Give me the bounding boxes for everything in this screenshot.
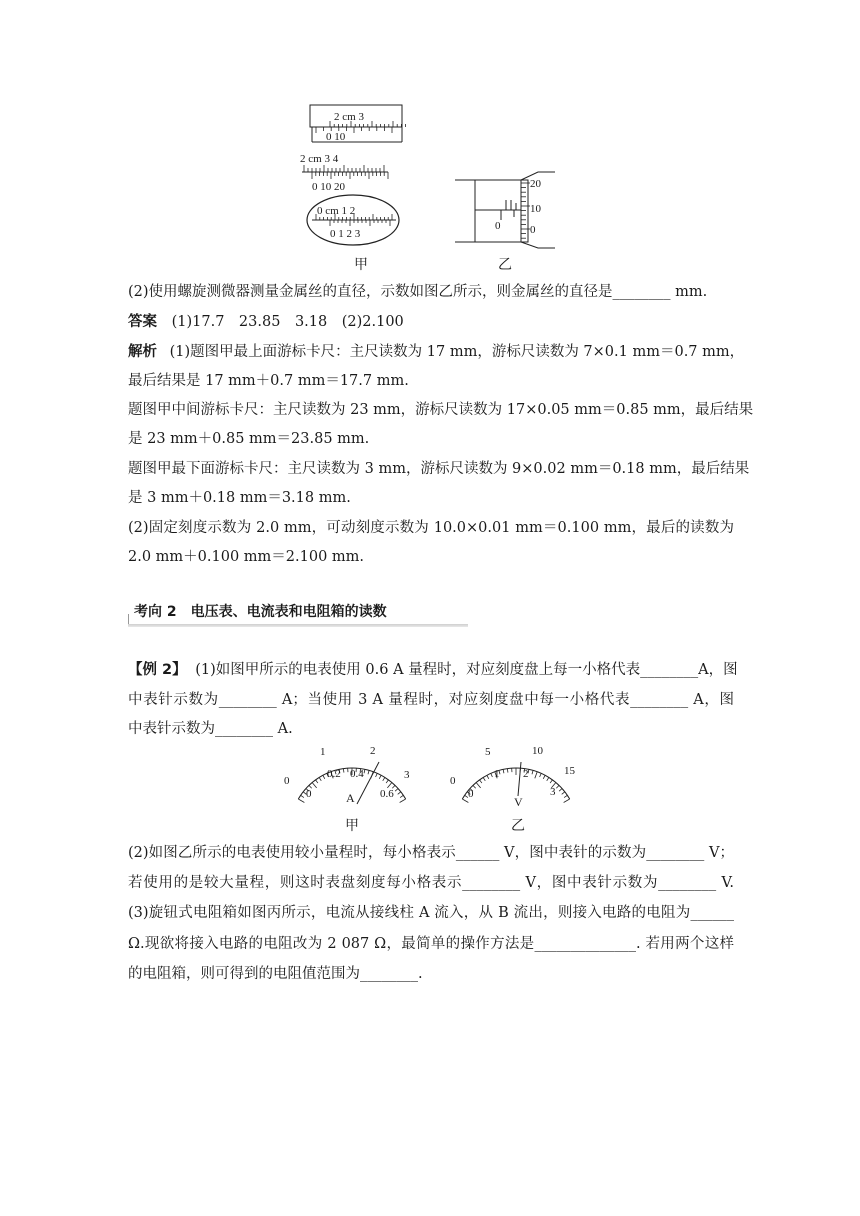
- ammeter-inner-0.6: 0.6: [380, 788, 394, 800]
- voltmeter-tick: [503, 769, 504, 773]
- voltmeter-tick: [543, 775, 545, 779]
- caliper2-main-label: 2 cm 3 4: [300, 153, 339, 165]
- voltmeter-tick: [480, 780, 482, 783]
- ammeter-unit: A: [346, 791, 355, 805]
- voltmeter-tick: [564, 795, 567, 797]
- voltmeter-inner-2: 2: [523, 768, 529, 780]
- ammeter-tick: [398, 792, 401, 794]
- voltmeter-tick: [476, 783, 480, 788]
- ammeter-outer-0: 0: [284, 775, 290, 787]
- analysis-line-5: 题图甲最下面游标卡尺：主尺读数为 3 mm，游标尺读数为 9×0.02 mm＝0.18 mm，最后结果: [128, 461, 750, 477]
- section-heading: [128, 600, 468, 624]
- voltmeter-tick: [540, 773, 542, 777]
- caliper2-vernier-label: 0 10 20: [312, 181, 345, 193]
- figure-label-jia: 甲: [354, 257, 368, 273]
- question-2-text: (2)使用螺旋测微器测量金属丝的直径，示数如图乙所示，则金属丝的直径是________ mm.: [128, 284, 708, 300]
- example-line-6: (3)旋钮式电阻箱如图丙所示，电流从接线柱 A 流入，从 B 流出，则接入电路的电阻为______: [128, 905, 734, 921]
- thimble-label-20: 20: [530, 178, 541, 190]
- meters-figure: [280, 740, 590, 835]
- ammeter-outer-1: 1: [320, 746, 326, 758]
- ammeter-tick: [298, 799, 304, 803]
- ammeter-tick: [319, 777, 321, 780]
- ammeter-tick: [376, 773, 378, 777]
- analysis-line-4: 是 23 mm＋0.85 mm＝23.85 mm.: [128, 431, 370, 447]
- analysis-line-7: (2)固定刻度示数为 2.0 mm，可动刻度示数为 10.0×0.01 mm＝0.100 mm，最后的读数为: [128, 520, 734, 536]
- section-title: 考向 2 电压表、电流表和电阻箱的读数: [134, 604, 387, 620]
- example-line-4: (2)如图乙所示的电表使用较小量程时，每小格表示______ V，图中表针的示数为________ V；: [128, 845, 734, 861]
- ammeter-tick: [395, 789, 398, 792]
- analysis-line-6: 是 3 mm＋0.18 mm＝3.18 mm.: [128, 490, 351, 506]
- voltmeter-needle: [518, 762, 521, 796]
- caliper1-main-label: 2 cm 3: [334, 111, 364, 123]
- voltmeter-outer-10: 10: [532, 745, 543, 757]
- answer-text: (1)17.7 23.85 3.18 (2)2.100: [171, 314, 404, 330]
- ammeter-tick: [386, 780, 388, 783]
- voltmeter-tick: [483, 777, 485, 780]
- analysis-line-2: 最后结果是 17 mm＋0.7 mm＝17.7 mm.: [128, 373, 409, 389]
- voltmeter-dial: [450, 745, 576, 809]
- example-line-7: Ω.现欲将接入电路的电阻改为 2 087 Ω，最简单的操作方法是______________. 若用两个这样: [128, 936, 734, 952]
- voltmeter-tick: [547, 777, 549, 780]
- voltmeter-outer-0: 0: [450, 775, 456, 787]
- voltmeter-inner-3: 3: [550, 786, 556, 798]
- ammeter-tick: [316, 780, 318, 783]
- voltmeter-inner-0: 0: [468, 788, 474, 800]
- ammeter-tick: [343, 769, 344, 773]
- voltmeter-tick: [562, 792, 565, 794]
- caliper1-vernier-label: 0 10: [326, 131, 346, 143]
- vernier-caliper-bottom: [307, 195, 399, 245]
- voltmeter-outer-5: 5: [485, 746, 491, 758]
- example-line-8: 的电阻箱，则可得到的电阻值范围为________.: [128, 966, 423, 982]
- voltmeter-inner-1: 1: [494, 768, 500, 780]
- ammeter-tick: [323, 775, 325, 779]
- ammeter-tick: [379, 775, 381, 779]
- voltmeter-tick: [491, 773, 493, 777]
- analysis-line-3: 题图甲中间游标卡尺：主尺读数为 23 mm，游标尺读数为 17×0.05 mm＝0.85 mm，最后结果: [128, 402, 754, 418]
- vernier-caliper-middle: [300, 153, 388, 193]
- voltmeter-tick: [532, 770, 533, 774]
- caliper3-vernier-label: 0 1 2 3: [330, 228, 361, 240]
- example-tag: 【例 2】: [128, 662, 187, 678]
- voltmeter-unit: V: [514, 795, 523, 809]
- figure-label-yi: 乙: [498, 257, 512, 273]
- answer-label: 答案: [128, 314, 157, 330]
- example-line-3: 中表针示数为________ A.: [128, 721, 293, 737]
- voltmeter-tick: [559, 789, 562, 792]
- answer-line: [128, 312, 734, 332]
- ammeter-caption: 甲: [345, 818, 359, 834]
- example-line-2: 中表针示数为________ A；当使用 3 A 量程时，对应刻度盘中每一小格代表________ A，图: [128, 692, 734, 708]
- voltmeter-tick: [487, 775, 489, 779]
- ammeter-inner-0.4: 0.4: [350, 768, 364, 780]
- analysis-label: 解析: [128, 344, 157, 360]
- voltmeter-outer-15: 15: [564, 765, 575, 777]
- ammeter-outer-3: 3: [404, 769, 410, 781]
- ammeter-dial: [284, 745, 410, 805]
- ammeter-tick: [312, 783, 316, 788]
- example-line-1: 【例 2】 (1)如图甲所示的电表使用 0.6 A 量程时，对应刻度盘上每一小格代表________A，图: [128, 662, 738, 678]
- voltmeter-tick: [556, 785, 559, 788]
- micrometer: [455, 172, 555, 248]
- ammeter-tick: [364, 769, 365, 773]
- ammeter-tick: [400, 795, 403, 797]
- ammeter-tick: [400, 799, 406, 803]
- ammeter-outer-2: 2: [370, 745, 376, 757]
- analysis-line-1: 解析 (1)题图甲最上面游标卡尺：主尺读数为 17 mm，游标尺读数为 7×0.1 mm＝0.7 mm，: [128, 344, 745, 360]
- ammeter-inner-0.2: 0.2: [327, 768, 341, 780]
- thimble-label-0: 0: [530, 224, 536, 236]
- ammeter-inner-0: 0: [306, 788, 312, 800]
- ammeter-tick: [301, 795, 304, 797]
- vernier-caliper-top: [310, 105, 406, 143]
- caliper3-main-label: 0 cm 1 2: [317, 205, 356, 217]
- thimble-label-10: 10: [530, 203, 541, 215]
- example-line-5: 若使用的是较大量程，则这时表盘刻度每小格表示________ V，图中表针示数为________ V.: [128, 875, 734, 891]
- analysis-line-8: 2.0 mm＋0.100 mm＝2.100 mm.: [128, 549, 365, 565]
- ammeter-tick: [383, 777, 385, 780]
- voltmeter-tick: [507, 769, 508, 773]
- voltmeter-tick: [564, 799, 570, 803]
- micrometer-sleeve-zero: 0: [495, 220, 501, 232]
- ammeter-tick: [368, 770, 369, 774]
- voltmeter-tick: [550, 780, 552, 783]
- voltmeter-caption: 乙: [511, 818, 525, 834]
- voltmeter-tick: [535, 772, 537, 779]
- measurement-figure: [290, 100, 570, 275]
